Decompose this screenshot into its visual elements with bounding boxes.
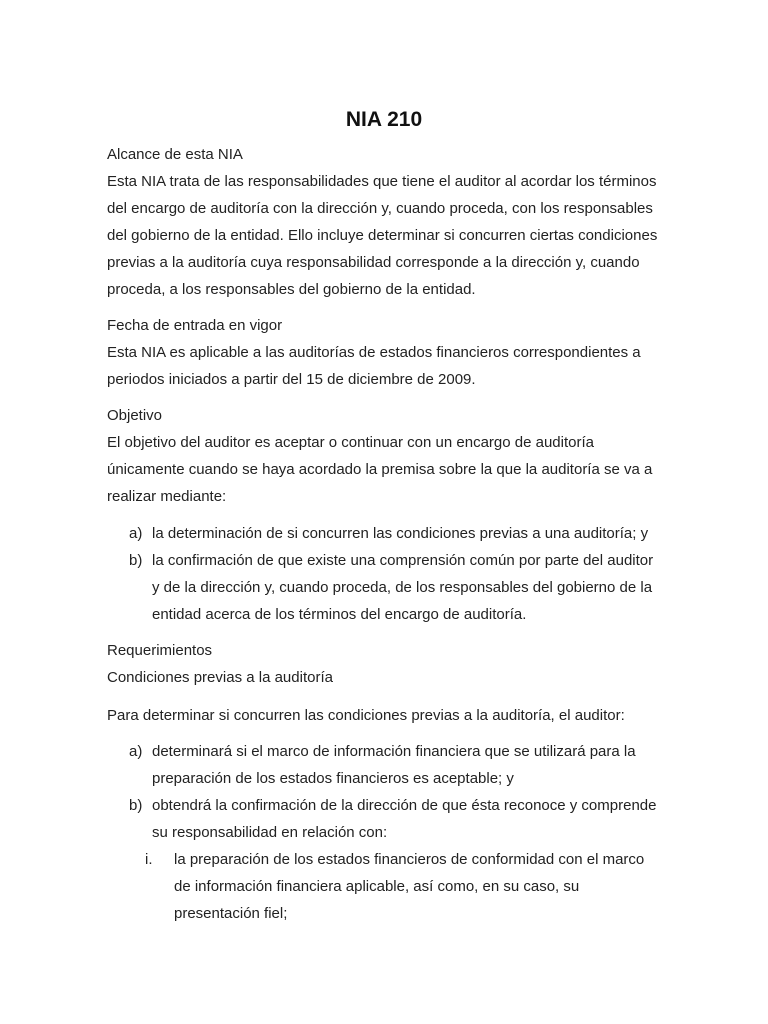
paragraph-line: realizar mediante: [107, 488, 227, 505]
list-item-line: la confirmación de que existe una comprensión común por parte del auditor [152, 552, 654, 569]
paragraph-line: Para determinar si concurren las condiciones previas a la auditoría, el auditor: [107, 707, 625, 724]
list-item-line: de información financiera aplicable, así como, en su caso, su [174, 878, 580, 895]
paragraph-line: únicamente cuando se haya acordado la premisa sobre la que la auditoría se va a [107, 461, 653, 478]
section-heading-requirements: Requerimientos [107, 642, 213, 659]
list-item-line: la preparación de los estados financieros de conformidad con el marco [174, 851, 645, 868]
list-item-line: preparación de los estados financieros es aceptable; y [152, 770, 514, 787]
list-marker: a) [129, 525, 143, 542]
section-heading-objective: Objetivo [107, 407, 163, 424]
paragraph-line: El objetivo del auditor es aceptar o continuar con un encargo de auditoría [107, 434, 594, 451]
list-item-line: obtendrá la confirmación de la dirección de que ésta reconoce y comprende [152, 797, 657, 814]
paragraph-line: Esta NIA es aplicable a las auditorías de estados financieros correspondientes a [107, 344, 641, 361]
document-title: NIA 210 [345, 108, 423, 131]
list-item-line: presentación fiel; [174, 905, 288, 922]
paragraph-line: del encargo de auditoría con la dirección y, cuando proceda, con los responsables [107, 200, 653, 217]
list-item-line: su responsabilidad en relación con: [152, 824, 388, 841]
section-heading-effective-date: Fecha de entrada en vigor [107, 317, 283, 334]
paragraph-line: Esta NIA trata de las responsabilidades que tiene el auditor al acordar los términos [107, 173, 657, 190]
paragraph-line: proceda, a los responsables del gobierno de la entidad. [107, 281, 476, 298]
list-marker: a) [129, 743, 143, 760]
subsection-heading: Condiciones previas a la auditoría [107, 669, 333, 686]
list-item-line: la determinación de si concurren las condiciones previas a una auditoría; y [152, 525, 649, 542]
paragraph-line: previas a la auditoría cuya responsabilidad corresponde a la dirección y, cuando [107, 254, 640, 271]
list-item-line: entidad acerca de los términos del encargo de auditoría. [152, 606, 527, 623]
list-marker: i. [145, 851, 153, 868]
list-marker: b) [129, 797, 143, 814]
section-heading-scope: Alcance de esta NIA [107, 146, 243, 163]
list-item-line: determinará si el marco de información financiera que se utilizará para la [152, 743, 636, 760]
paragraph-line: del gobierno de la entidad. Ello incluye determinar si concurren ciertas condiciones [107, 227, 658, 244]
list-item-line: y de la dirección y, cuando proceda, de los responsables del gobierno de la [152, 579, 653, 596]
paragraph-line: periodos iniciados a partir del 15 de diciembre de 2009. [107, 371, 476, 388]
list-marker: b) [129, 552, 143, 569]
